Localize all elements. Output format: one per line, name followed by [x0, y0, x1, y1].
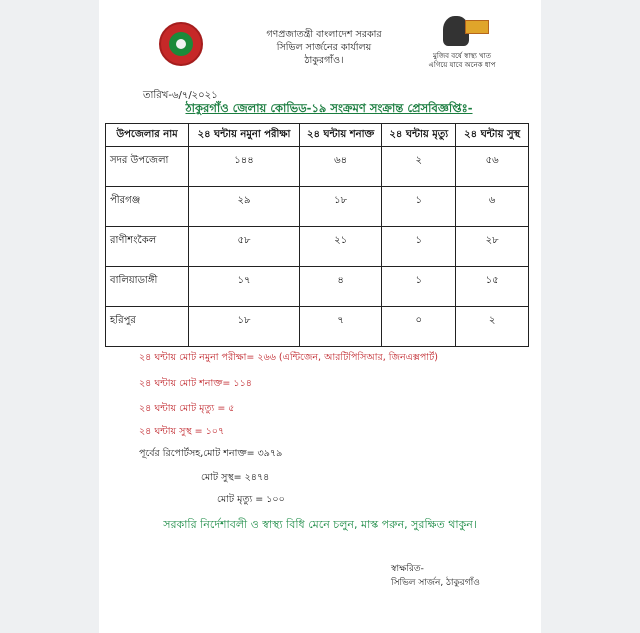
- cell-deaths: ০: [382, 307, 456, 347]
- cell-identified: ১৮: [299, 187, 381, 227]
- cell-upazila: সদর উপজেলা: [106, 147, 189, 187]
- cell-deaths: ২: [382, 147, 456, 187]
- note-cumulative-recovered: মোট সুস্থ= ২৪৭৪: [201, 472, 270, 483]
- header-line-2: সিভিল সার্জনের কার্যালয়: [276, 42, 372, 53]
- column-header-tests: ২৪ ঘন্টায় নমুনা পরীক্ষা: [189, 124, 300, 147]
- cell-tests: ১৭: [189, 267, 300, 307]
- cell-recovered: ২: [456, 307, 529, 347]
- table-row: [106, 227, 529, 267]
- press-release-title: ঠাকুরগাঁও জেলায় কোভিড-১৯ সংক্রমণ সংক্রান্ত প্রেসবিজ্ঞপ্তিঃ-: [185, 101, 473, 115]
- note-total-identified: ২৪ ঘন্টায় মোট শনাক্ত= ১১৪: [139, 378, 252, 389]
- column-header-identified: ২৪ ঘন্টায় শনাক্ত: [299, 124, 381, 147]
- table-row: [106, 187, 529, 227]
- column-header-recovered: ২৪ ঘন্টায় সুস্থ: [456, 124, 529, 147]
- header-line-1: গণপ্রজাতন্ত্রী বাংলাদেশ সরকার: [266, 29, 382, 40]
- cell-upazila: হরিপুর: [106, 307, 189, 347]
- date-label: তারিখ-৬/৭/২০২১: [143, 90, 218, 101]
- cell-recovered: ৫৬: [456, 147, 529, 187]
- table-row: [106, 307, 529, 347]
- logo-caption-line-1: মুজিব বর্ষে স্বাস্থ্য খাত: [432, 52, 492, 60]
- note-cumulative-identified: পূর্বের রিপোর্টসহ,মোট শনাক্ত= ৩৯৭৯: [139, 448, 283, 459]
- cell-recovered: ৬: [456, 187, 529, 227]
- logo-caption-line-2: এগিয়ে যাবে অনেক ধাপ: [428, 61, 496, 69]
- badge-icon: [465, 20, 489, 34]
- signature-block: [391, 562, 480, 590]
- note-total-tests: ২৪ ঘন্টায় মোট নমুনা পরীক্ষা= ২৬৬ (এন্টিজেন, আরটিপিসিআর, জিনএক্সপার্ট): [139, 352, 438, 363]
- table-header-row: [106, 124, 529, 147]
- note-total-deaths: ২৪ ঘন্টায় মোট মৃত্যু = ৫: [139, 403, 235, 414]
- office-header: [249, 28, 399, 67]
- cell-tests: ১৪৪: [189, 147, 300, 187]
- table-row: [106, 147, 529, 187]
- government-seal-logo: [159, 22, 203, 66]
- cell-deaths: ১: [382, 227, 456, 267]
- cell-upazila: পীরগঞ্জ: [106, 187, 189, 227]
- document-page: [99, 0, 541, 633]
- cell-recovered: ২৮: [456, 227, 529, 267]
- mujib-year-logo: [417, 14, 507, 72]
- health-slogan: সরকারি নির্দেশাবলী ও স্বাস্থ্য বিধি মেনে চলুন, মাস্ক পরুন, সুরক্ষিত থাকুন।: [163, 518, 477, 531]
- cell-identified: ৬৪: [299, 147, 381, 187]
- column-header-deaths: ২৪ ঘন্টায় মৃত্যু: [382, 124, 456, 147]
- cell-deaths: ১: [382, 187, 456, 227]
- seal-inner-circle: [169, 32, 193, 56]
- signature-name: সিভিল সার্জন, ঠাকুরগাঁও: [391, 578, 480, 588]
- signature-label: স্বাক্ষরিত-: [391, 564, 424, 574]
- cell-upazila: রাণীশংকৈল: [106, 227, 189, 267]
- cell-identified: ২১: [299, 227, 381, 267]
- cell-identified: ৭: [299, 307, 381, 347]
- logo-caption: [417, 52, 507, 70]
- cell-upazila: বালিয়াডাঙ্গী: [106, 267, 189, 307]
- cell-tests: ৫৮: [189, 227, 300, 267]
- seal-map-icon: [176, 39, 186, 49]
- cell-deaths: ১: [382, 267, 456, 307]
- covid-data-table: [105, 123, 529, 347]
- table-row: [106, 267, 529, 307]
- cell-identified: ৪: [299, 267, 381, 307]
- column-header-upazila: উপজেলার নাম: [106, 124, 189, 147]
- header-line-3: ঠাকুরগাঁও।: [304, 55, 344, 66]
- cell-tests: ২৯: [189, 187, 300, 227]
- note-cumulative-deaths: মোট মৃত্যু = ১০০: [217, 494, 285, 505]
- note-total-recovered: ২৪ ঘন্টায় সুস্থ = ১০৭: [139, 426, 225, 437]
- cell-recovered: ১৫: [456, 267, 529, 307]
- cell-tests: ১৮: [189, 307, 300, 347]
